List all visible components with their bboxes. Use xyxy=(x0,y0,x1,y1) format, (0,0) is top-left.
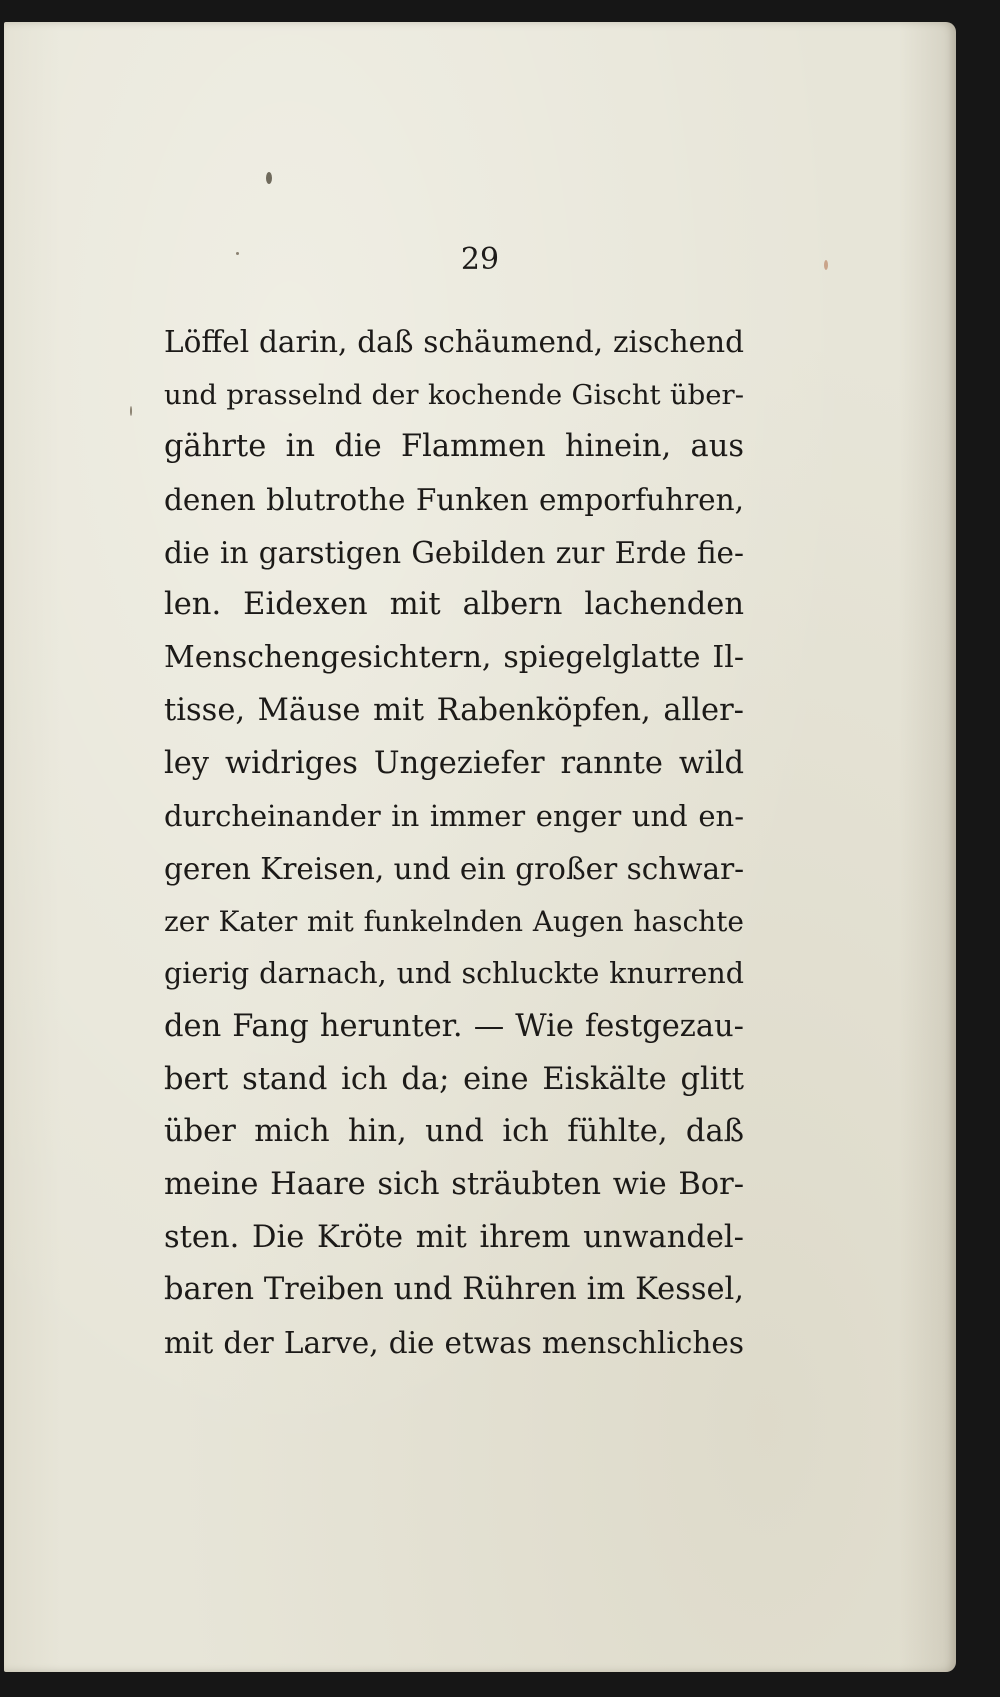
text-line: über mich hin, und ich fühlte, daß xyxy=(164,1114,744,1150)
text-line: denen blutrothe Funken emporfuhren, xyxy=(164,483,744,518)
text-line: mit der Larve, die etwas menschliches xyxy=(164,1326,744,1361)
text-line: sten. Die Kröte mit ihrem unwandel- xyxy=(164,1219,744,1255)
text-line: meine Haare sich sträubten wie Bor- xyxy=(164,1167,744,1202)
text-line: baren Treiben und Rühren im Kessel, xyxy=(164,1272,744,1308)
text-line: den Fang herunter. — Wie festgezau- xyxy=(164,1008,744,1044)
text-line: Menschengesichtern, spiegelglatte Il- xyxy=(164,640,744,676)
text-line: tisse, Mäuse mit Rabenköpfen, aller- xyxy=(164,692,744,728)
text-line: die in garstigen Gebilden zur Erde fie- xyxy=(164,535,744,570)
text-line: gierig darnach, und schluckte knurrend xyxy=(164,957,744,991)
paper-speck xyxy=(266,172,272,184)
body-text xyxy=(164,316,744,1370)
text-line: ley widriges Ungeziefer rannte wild xyxy=(164,745,744,781)
text-line: durcheinander in immer enger und en- xyxy=(164,799,744,834)
paper-speck xyxy=(130,406,132,416)
text-line: gährte in die Flammen hinein, aus xyxy=(164,429,744,465)
book-page xyxy=(4,22,956,1672)
text-line: bert stand ich da; eine Eiskälte glitt xyxy=(164,1061,744,1097)
text-line: zer Kater mit funkelnden Augen haschte xyxy=(164,904,744,938)
text-line: und prasselnd der kochende Gischt über- xyxy=(164,378,744,411)
text-line: Löffel darin, daß schäumend, zischend xyxy=(164,325,744,359)
text-line: len. Eidexen mit albern lachenden xyxy=(164,587,744,623)
page-number: 29 xyxy=(460,242,500,277)
text-line: geren Kreisen, und ein großer schwar- xyxy=(164,851,745,886)
